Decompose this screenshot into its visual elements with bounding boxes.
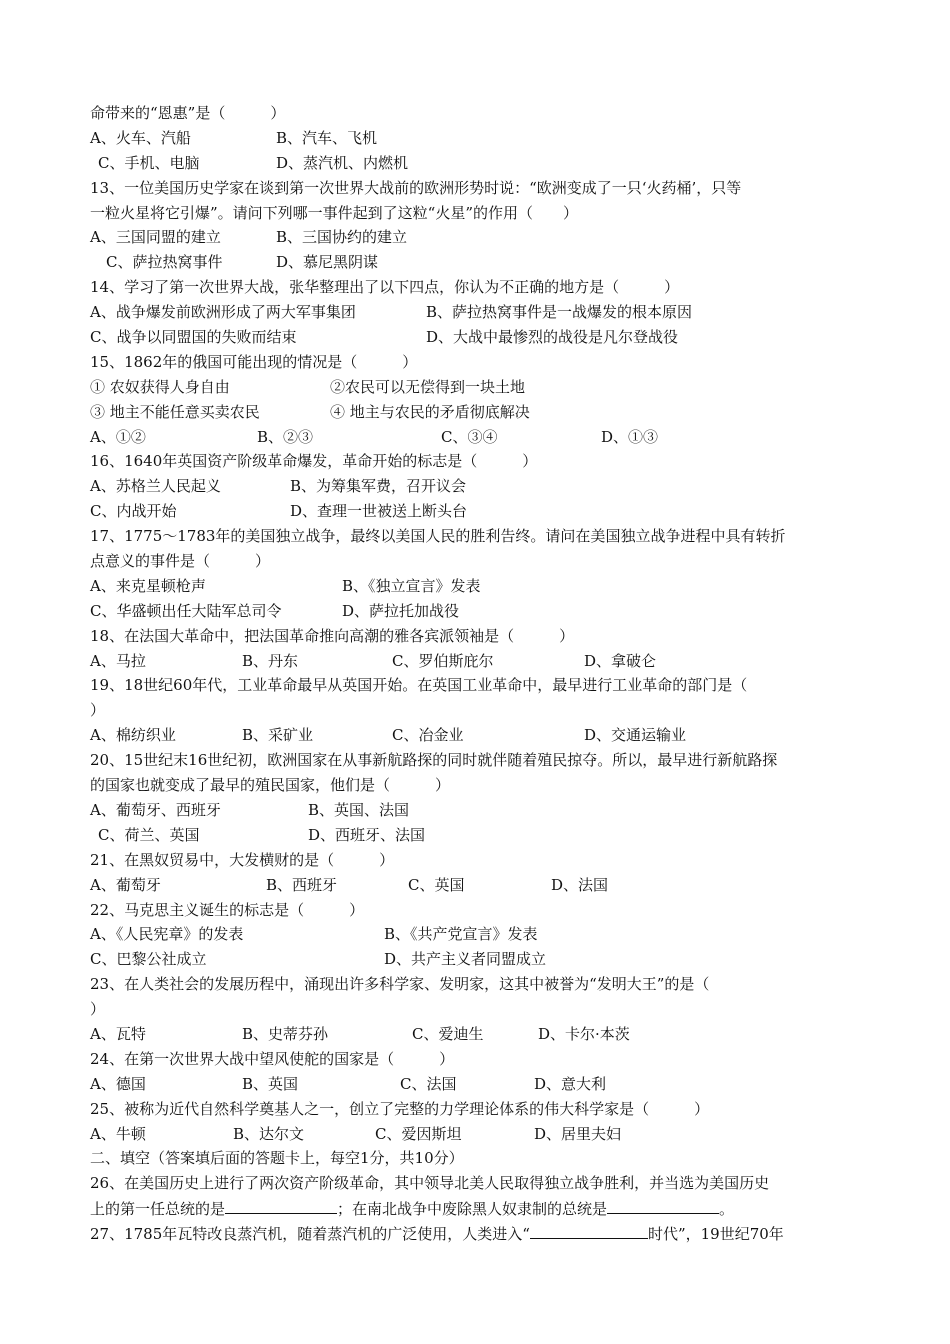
option-b: B、丹东 xyxy=(242,651,299,670)
q13-options-row1 xyxy=(90,225,865,250)
option-a: A、葡萄牙 xyxy=(90,875,161,894)
q17-options-row1 xyxy=(90,574,865,599)
q25-options xyxy=(90,1122,865,1147)
q19-options xyxy=(90,723,865,748)
q14-options-row2 xyxy=(90,325,865,350)
q26-text-1: 上的第一任总统的是 xyxy=(90,1200,226,1219)
q27-text-2: 时代”，19世纪70年 xyxy=(647,1225,784,1244)
q16-stem: 16、1640年英国资产阶级革命爆发，革命开始的标志是（ ） xyxy=(90,452,538,471)
q15-items-row2 xyxy=(90,400,865,425)
option-d: D、卡尔·本茨 xyxy=(538,1024,630,1043)
option-c: C、手机、电脑 xyxy=(98,153,200,172)
q24-stem: 24、在第一次世界大战中望风使舵的国家是（ ） xyxy=(90,1049,455,1068)
answer-blank xyxy=(607,1196,719,1214)
option-a: A、①② xyxy=(90,427,146,446)
option-a: A、棉纺织业 xyxy=(90,726,176,745)
option-d: D、交通运输业 xyxy=(584,726,687,745)
q13-stem: 13、一位美国历史学家在谈到第一次世界大战前的欧洲形势时说：“欧洲变成了一只‘火药桶’，只等 xyxy=(90,178,742,197)
q13-options-row2 xyxy=(90,250,865,275)
q24-options xyxy=(90,1072,865,1097)
section-heading-fill-in: 二、填空（答案填后面的答题卡上，每空1分，共10分） xyxy=(90,1149,464,1168)
option-b: B、为筹集军费，召开议会 xyxy=(290,477,467,496)
q12-options-row2 xyxy=(90,151,865,176)
option-c: C、荷兰、英国 xyxy=(98,825,200,844)
q19-stem-cont: ） xyxy=(90,701,106,720)
option-d: D、萨拉托加战役 xyxy=(342,601,460,620)
q26-text-2: ；在南北战争中废除黑人奴隶制的总统是 xyxy=(337,1200,608,1219)
q26-stem: 26、在美国历史上进行了两次资产阶级革命，其中领导北美人民取得独立战争胜利，并当选为美国历史 xyxy=(90,1174,770,1193)
option-d: D、慕尼黑阴谋 xyxy=(276,253,379,272)
option-b: B、三国协约的建立 xyxy=(276,228,408,247)
q15-options xyxy=(90,425,865,450)
q25-stem: 25、被称为近代自然科学奠基人之一，创立了完整的力学理论体系的伟大科学家是（ ） xyxy=(90,1099,710,1118)
option-c: C、爱迪生 xyxy=(412,1024,484,1043)
q15-items-row1 xyxy=(90,375,865,400)
answer-blank xyxy=(225,1196,337,1214)
option-a: A、葡萄牙、西班牙 xyxy=(90,800,221,819)
option-b: B、英国 xyxy=(242,1074,299,1093)
option-d: D、法国 xyxy=(551,875,609,894)
option-b: B、《共产党宣言》发表 xyxy=(384,925,538,944)
option-a: A、三国同盟的建立 xyxy=(90,228,221,247)
statement-2: ②农民可以无偿得到一块土地 xyxy=(330,377,526,396)
q26-text-3: 。 xyxy=(719,1200,735,1219)
option-a: A、火车、汽船 xyxy=(90,128,191,147)
option-a: A、马拉 xyxy=(90,651,146,670)
option-d: D、拿破仑 xyxy=(584,651,657,670)
option-a: A、来克星顿枪声 xyxy=(90,576,206,595)
statement-1: ① 农奴获得人身自由 xyxy=(90,377,230,396)
option-b: B、②③ xyxy=(257,427,314,446)
exam-page xyxy=(90,101,865,1246)
q22-options-row2 xyxy=(90,947,865,972)
q16-options-row2 xyxy=(90,499,865,524)
q20-stem-cont: 的国家也就变成了最早的殖民国家，他们是（ ） xyxy=(90,776,451,795)
option-a: A、瓦特 xyxy=(90,1024,146,1043)
q12-options-row1 xyxy=(90,126,865,151)
option-c: C、内战开始 xyxy=(90,502,177,521)
option-b: B、英国、法国 xyxy=(308,800,410,819)
option-b: B、达尔文 xyxy=(233,1124,305,1143)
option-c: C、战争以同盟国的失败而结束 xyxy=(90,328,297,347)
q27-text-1: 27、1785年瓦特改良蒸汽机，随着蒸汽机的广泛使用，人类进入“ xyxy=(90,1225,530,1244)
q19-stem: 19、18世纪60年代，工业革命最早从英国开始。在英国工业革命中，最早进行工业革命的部门是（ xyxy=(90,676,748,695)
statement-3: ③ 地主不能任意买卖农民 xyxy=(90,402,260,421)
option-c: C、巴黎公社成立 xyxy=(90,950,207,969)
q17-options-row2 xyxy=(90,599,865,624)
q18-stem: 18、在法国大革命中，把法国革命推向高潮的雅各宾派领袖是（ ） xyxy=(90,626,575,645)
q21-stem: 21、在黑奴贸易中，大发横财的是（ ） xyxy=(90,850,395,869)
option-d: D、共产主义者同盟成立 xyxy=(384,950,547,969)
q27-stem xyxy=(90,1221,865,1246)
q15-stem: 15、1862年的俄国可能出现的情况是（ ） xyxy=(90,352,418,371)
q23-stem-cont: ） xyxy=(90,1000,106,1019)
option-a: A、战争爆发前欧洲形成了两大军事集团 xyxy=(90,303,356,322)
option-c: C、冶金业 xyxy=(392,726,464,745)
q12-stem-tail: 命带来的“恩惠”是（ ） xyxy=(90,104,286,122)
q17-stem-cont: 点意义的事件是（ ） xyxy=(90,552,271,571)
option-b: B、《独立宣言》发表 xyxy=(342,576,481,595)
option-c: C、英国 xyxy=(408,875,465,894)
answer-blank xyxy=(530,1221,648,1239)
statement-4: ④ 地主与农民的矛盾彻底解决 xyxy=(330,402,530,421)
option-d: D、西班牙、法国 xyxy=(308,825,426,844)
option-b: B、西班牙 xyxy=(266,875,338,894)
q13-stem-cont: 一粒火星将它引爆”。请问下列哪一事件起到了这粒“火星”的作用（ ） xyxy=(90,203,579,222)
q20-options-row2 xyxy=(90,823,865,848)
option-d: D、居里夫妇 xyxy=(534,1124,622,1143)
option-c: C、③④ xyxy=(441,427,498,446)
option-c: C、爱因斯坦 xyxy=(375,1124,462,1143)
option-a: A、《人民宪章》的发表 xyxy=(90,925,244,944)
q18-options xyxy=(90,649,865,674)
q23-stem: 23、在人类社会的发展历程中，涌现出许多科学家、发明家，这其中被誉为“发明大王”的是（ xyxy=(90,975,710,994)
option-b: B、采矿业 xyxy=(242,726,314,745)
option-d: D、查理一世被送上断头台 xyxy=(290,502,468,521)
option-b: B、萨拉热窝事件是一战爆发的根本原因 xyxy=(426,303,693,322)
q14-stem: 14、学习了第一次世界大战，张华整理出了以下四点，你认为不正确的地方是（ ） xyxy=(90,278,680,297)
option-a: A、德国 xyxy=(90,1074,146,1093)
option-d: D、意大利 xyxy=(534,1074,607,1093)
q20-stem: 20、15世纪末16世纪初，欧洲国家在从事新航路探的同时就伴随着殖民掠夺。所以，最早进行新航路探 xyxy=(90,751,778,770)
option-d: D、①③ xyxy=(601,427,659,446)
option-b: B、史蒂芬孙 xyxy=(242,1024,329,1043)
q26-stem-cont xyxy=(90,1196,865,1221)
option-d: D、蒸汽机、内燃机 xyxy=(276,153,409,172)
q14-options-row1 xyxy=(90,300,865,325)
q23-options xyxy=(90,1022,865,1047)
option-a: A、牛顿 xyxy=(90,1124,146,1143)
q21-options xyxy=(90,873,865,898)
option-a: A、苏格兰人民起义 xyxy=(90,477,221,496)
option-c: C、萨拉热窝事件 xyxy=(106,253,223,272)
q22-options-row1 xyxy=(90,922,865,947)
option-b: B、汽车、飞机 xyxy=(276,128,378,147)
option-c: C、罗伯斯庇尔 xyxy=(392,651,494,670)
q20-options-row1 xyxy=(90,798,865,823)
option-d: D、大战中最惨烈的战役是凡尔登战役 xyxy=(426,328,679,347)
option-c: C、法国 xyxy=(400,1074,457,1093)
option-c: C、华盛顿出任大陆军总司令 xyxy=(90,601,282,620)
q16-options-row1 xyxy=(90,474,865,499)
q17-stem: 17、1775～1783年的美国独立战争，最终以美国人民的胜利告终。请问在美国独立战争进程中具有转折 xyxy=(90,527,786,546)
q22-stem: 22、马克思主义诞生的标志是（ ） xyxy=(90,900,365,919)
